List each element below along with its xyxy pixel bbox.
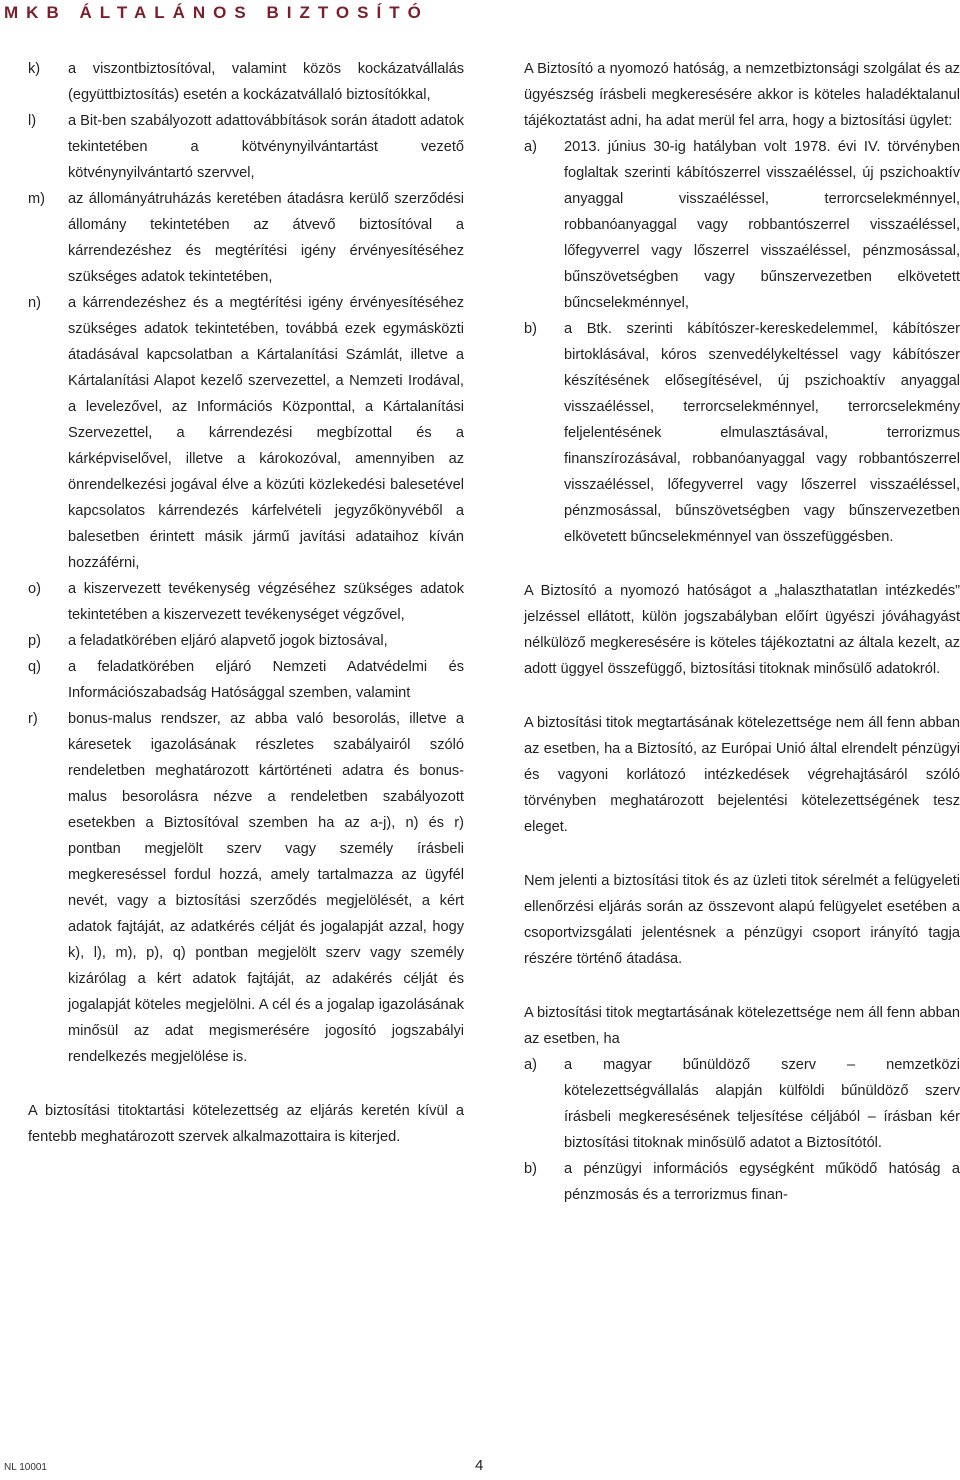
list-item-l xyxy=(28,108,464,186)
list-item-text: a pénzügyi információs egységként működő hatóság a pénzmosás és a terrorizmus finan- xyxy=(564,1161,960,1203)
intro-paragraph: A Biztosító a nyomozó hatóság, a nemzetbiztonsági szolgálat és az ügyészség írásbeli megkeresésére akkor is köteles haladéktalanul tájékoztatást adni, ha adat merül fel arra, hogy a biztosítási ügylet: xyxy=(524,61,960,129)
list-item-m xyxy=(28,186,464,290)
list-marker: l) xyxy=(28,113,37,129)
eu-restriction-paragraph: A biztosítási titok megtartásának kötelezettsége nem áll fenn abban az esetben, ha a Biztosító, az Európai Unió által elrendelt pénzügyi és vagyoni korlátozó intézkedések végrehajtásáról szóló törvényben meghatározott bejelentési kötelezettségének tesz eleget. xyxy=(524,715,960,835)
list-item-text: a feladatkörében eljáró alapvető jogok biztosával, xyxy=(68,633,388,649)
list-marker: k) xyxy=(28,61,41,77)
supervision-paragraph: Nem jelenti a biztosítási titok és az üzleti titok sérelmét a felügyeleti ellenőrzési eljárás során az összevont alapú felügyelet esetében a csoportvizsgálati jelentésnek a pénzügyi csoport irányító tagja részére történő átadása. xyxy=(524,873,960,967)
page-header xyxy=(0,0,960,28)
list-item-o xyxy=(28,576,464,628)
list-item-text: a kárrendezéshez és a megtérítési igény érvényesítéséhez szükséges adatok tekintetében, továbbá ezek egymásközti átadásával kapcsolatban a Kártalanítási Számlát, illetve a Kártalanítási Alapot kezelő szervezettel, a Nemzeti Irodával, a levelezővel, az Információs Központtal, a Kártalanítási Szervezettel, a kárrendezési megbízottal és a kárképviselővel, illetve a károkozóval, amennyiben az önrendelkezési jogával élve a közúti közlekedési balesetével kapcsolatos kárrendezés kárfelvételi jegyzőkönyvéből a balesetben érintett másik jármű javítási adataihoz kíván hozzáférni, xyxy=(68,295,464,571)
list-item-text: 2013. június 30-ig hatályban volt 1978. évi IV. törvényben foglaltak szerinti kábítószerrel visszaéléssel, új pszichoaktív anyaggal visszaéléssel, terrorcselekménnyel, robbanóanyaggal vagy robbantószerrel visszaéléssel, lőfegyverrel vagy lőszerrel visszaéléssel, pénzmosással, bűnszövetségben vagy bűnszervezetben elkövetett bűncselekménnyel, xyxy=(564,139,960,311)
list-item-text: a Bit-ben szabályozott adattovábbítások során átadott adatok tekintetében a kötvénynyilvántartást vezető kötvénynyilvántartó szervvel, xyxy=(68,113,464,181)
list-item-p xyxy=(28,628,464,654)
urgent-measure-paragraph: A Biztosító a nyomozó hatóságot a „halaszthatatlan intézkedés” jelzéssel ellátott, külön jogszabályban előírt ügyészi jóváhagyást nélkülöző megkeresésére is köteles tájékoztatni az általa kezelt, az adott üggyel összefüggő, biztosítási titoknak minősülő adatokról. xyxy=(524,583,960,677)
list-item-text: az állományátruházás keretében átadásra kerülő szerződési állomány tekintetében az átvevő biztosítóval a kárrendezéshez és megtérítési igény érvényesítéséhez szükséges adatok tekintetében, xyxy=(68,191,464,285)
footer-document-code: NL 10001 xyxy=(4,1462,47,1473)
list-marker: a) xyxy=(524,1057,537,1073)
list-item-a-2 xyxy=(524,1052,960,1156)
list-marker: p) xyxy=(28,633,41,649)
right-column xyxy=(524,56,960,1208)
list-item-b-2 xyxy=(524,1156,960,1208)
list-item-q xyxy=(28,654,464,706)
list-item-k xyxy=(28,56,464,108)
list-item-text: a magyar bűnüldöző szerv – nemzetközi kötelezettségvállalás alapján külföldi bűnüldöző szerv írásbeli megkeresésének teljesítése céljából – írásban kér biztosítási titoknak minősülő adatot a Biztosítótól. xyxy=(564,1057,960,1151)
list-item-text: bonus-malus rendszer, az abba való besorolás, illetve a káresetek igazolásának részletes szabályairól szóló rendeletben meghatározott kártörténeti adatra és bonus-malus besorolásra nézve a rendeletben szabályozott esetekben a Biztosítóval szemben ha az a-j), n) és r) pontban megjelölt szerv vagy személy írásbeli megkereséssel fordul hozzá, amely tartalmazza az ügyfél nevét, vagy a biztosítási szerződés megjelölését, a kért adatok fajtáját, az adatkérés célját és jogalapját azzal, hogy k), l), m), p), q) pontban megjelölt szerv vagy személy kizárólag a kért adatok fajtáját, az adakérés célját és jogalapját köteles megjelölni. A cél és a jogalap igazolásának minősül az adat megismerésére jogosító jogszabályi rendelkezés megjelölése is. xyxy=(68,711,464,1065)
list-marker: n) xyxy=(28,295,41,311)
list-item-text: a feladatkörében eljáró Nemzeti Adatvédelmi és Információszabadság Hatósággal szemben, valamint xyxy=(68,659,464,701)
list-marker: o) xyxy=(28,581,41,597)
left-column xyxy=(28,56,464,1150)
list-marker: q) xyxy=(28,659,41,675)
company-title: MKB ÁLTALÁNOS BIZTOSÍTÓ xyxy=(4,3,429,22)
closing-paragraph: A biztosítási titoktartási kötelezettség az eljárás keretén kívül a fentebb meghatározott szervek alkalmazottaira is kiterjed. xyxy=(28,1103,464,1145)
list-item-text: a viszontbiztosítóval, valamint közös kockázatvállalás (együttbiztosítás) esetén a kockázatvállaló biztosítókkal, xyxy=(68,61,464,103)
list-item-a xyxy=(524,134,960,316)
page-number: 4 xyxy=(475,1457,484,1474)
list-marker: a) xyxy=(524,139,537,155)
list-marker: m) xyxy=(28,191,46,207)
list-marker: b) xyxy=(524,1161,537,1177)
list-item-text: a kiszervezett tevékenység végzéséhez szükséges adatok tekintetében a kiszervezett tevékenységet végzővel, xyxy=(68,581,464,623)
list-item-text: a Btk. szerinti kábítószer-kereskedelemmel, kábítószer birtoklásával, kóros szenvedélykeltéssel vagy kábítószer készítésének elősegítésével, új pszichoaktív anyaggal visszaéléssel, terrorcselekménnyel, terrorcselekmény feljelentésének elmulasztásával, terrorizmus finanszírozásával, robbanóanyaggal vagy robbantószerrel visszaéléssel, lőfegyverrel vagy lőszerrel visszaéléssel, pénzmosással, bűnszövetségben vagy bűnszervezetben elkövetett bűncselekménnyel van összefüggésben. xyxy=(564,321,960,545)
list-item-b xyxy=(524,316,960,550)
list-item-n xyxy=(28,290,464,576)
exception-intro-paragraph: A biztosítási titok megtartásának kötelezettsége nem áll fenn abban az esetben, ha xyxy=(524,1005,960,1047)
list-marker: b) xyxy=(524,321,537,337)
list-item-r xyxy=(28,706,464,1070)
list-marker: r) xyxy=(28,711,38,727)
